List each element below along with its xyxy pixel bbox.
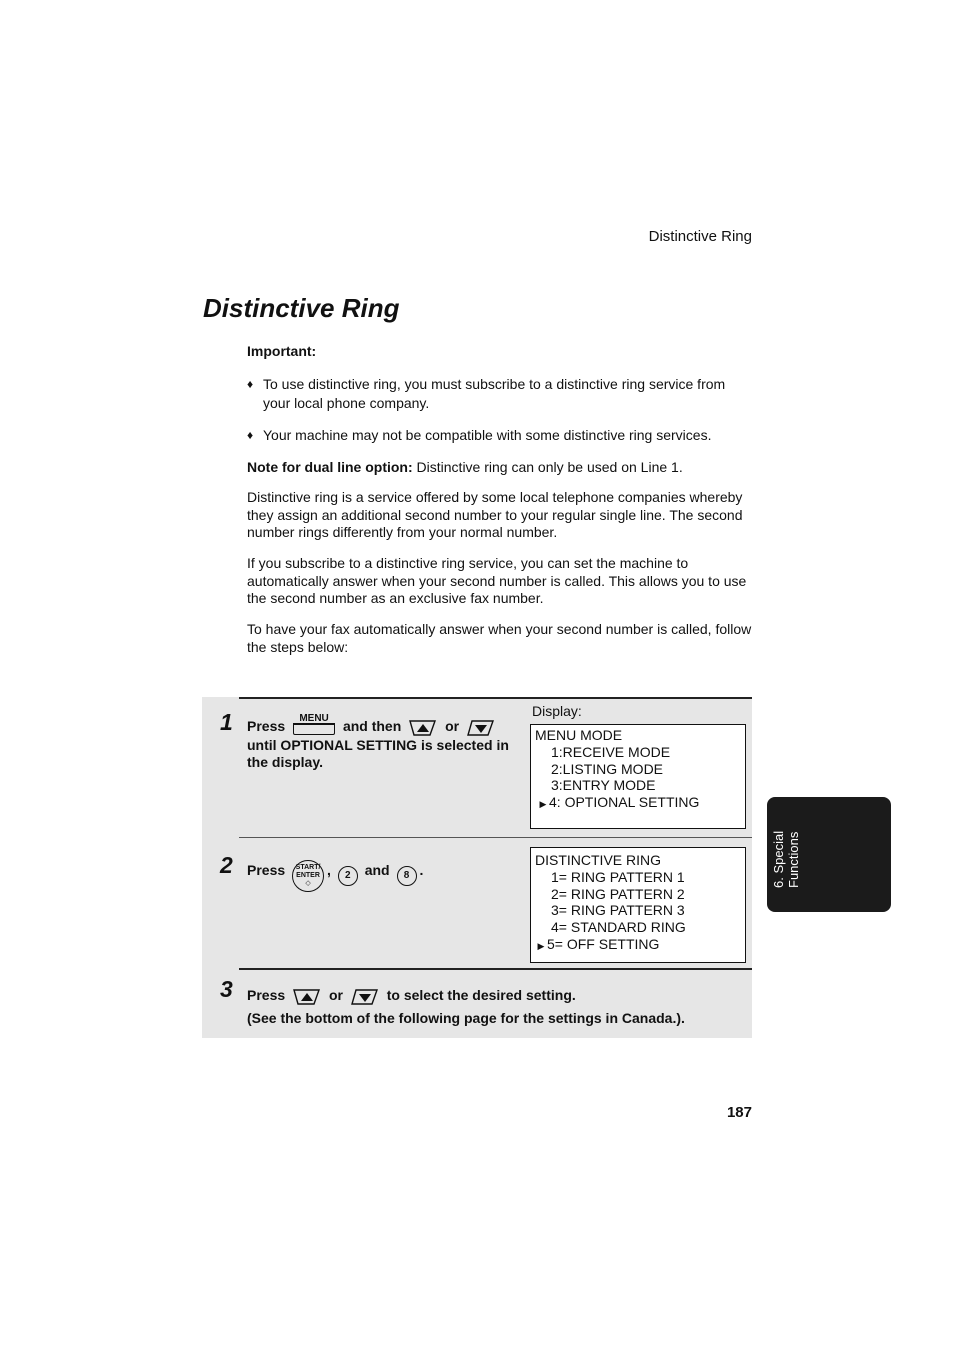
diamond-bullet-icon: ♦ [247, 377, 254, 391]
paragraph: Distinctive ring is a service offered by some local telephone companies whereby they assign an additional second number to your regular single line. The second number rings differently from your normal number. [247, 489, 743, 540]
menu-key-icon [293, 713, 335, 735]
lcd-row: 3= RING PATTERN 3 [551, 902, 685, 919]
period: . [419, 862, 424, 878]
lcd-row: 1:RECEIVE MODE [551, 743, 671, 760]
step-divider [239, 697, 752, 699]
important-label: Important: [247, 343, 317, 359]
or-word: or [445, 718, 460, 734]
down-arrow-key-icon [466, 719, 496, 737]
note-text: Distinctive ring can only be used on Line 1. [412, 459, 683, 475]
or-word: or [328, 987, 343, 1003]
lcd-row: 4= STANDARD RING [551, 919, 686, 936]
and-then-word: and then [342, 718, 402, 734]
bullet-text: To use distinctive ring, you must subscribe to a distinctive ring service from your local phone company. [263, 376, 726, 411]
press-word: Press [247, 718, 286, 734]
lcd-title: DISTINCTIVE RING [535, 852, 662, 868]
step-number: 3 [220, 976, 233, 1002]
bullet-item [247, 426, 752, 445]
note-label: Note for dual line option: [247, 459, 413, 475]
lcd-row: 2= RING PATTERN 2 [551, 885, 685, 902]
comma: , [327, 862, 331, 878]
display-label: Display: [532, 703, 582, 719]
lcd-title: MENU MODE [535, 727, 623, 743]
press-word: Press [247, 862, 286, 878]
down-arrow-key-icon [350, 988, 380, 1006]
running-header: Distinctive Ring [648, 228, 752, 245]
lcd-row: 2:LISTING MODE [551, 760, 664, 777]
press-word: Press [247, 987, 286, 1003]
bullet-item [247, 375, 752, 413]
step-number: 1 [220, 709, 233, 735]
lcd-display-distinctive-ring [530, 847, 746, 963]
step-1-rest: until OPTIONAL SETTING is selected in the display. [247, 737, 509, 770]
chapter-tab-line2: Functions [786, 831, 801, 888]
chapter-tab-line1: 6. Special [771, 830, 786, 888]
lcd-row-selected [535, 936, 741, 955]
key-2-icon: 2 [338, 866, 358, 886]
chapter-tab [767, 797, 891, 912]
lcd-selected-text: 4: OPTIONAL SETTING [549, 794, 700, 811]
lcd-row: 1= RING PATTERN 1 [551, 868, 685, 885]
enter-key-label: ENTER [296, 872, 320, 879]
paragraph: If you subscribe to a distinctive ring service, you can set the machine to automatically answer when your second number is called. This allows you to use the second number as an exclusive fax number. [247, 555, 747, 606]
pointer-icon: ▶ [537, 940, 545, 951]
key-8-icon: 8 [397, 866, 417, 886]
step-1-text [247, 713, 522, 771]
page-title: Distinctive Ring [203, 293, 400, 323]
chapter-tab-label [771, 808, 801, 888]
paragraph: To have your fax automatically answer when your second number is called, follow the steps below: [247, 621, 752, 655]
bullet-text: Your machine may not be compatible with some distinctive ring services. [263, 427, 712, 443]
step-divider [239, 968, 752, 970]
pointer-icon: ▶ [539, 799, 547, 810]
lcd-display-menu-mode [530, 724, 746, 829]
step-number: 2 [220, 852, 233, 878]
step-3-rest: to select the desired setting. [386, 987, 576, 1003]
lcd-selected-text: 5= OFF SETTING [547, 935, 660, 952]
step-3-text [247, 984, 747, 1030]
menu-key-label: MENU [299, 713, 329, 724]
start-key-label: START/ [295, 864, 321, 871]
step-2-text [247, 860, 522, 892]
step-3-canada-note: (See the bottom of the following page for the settings in Canada.). [247, 1010, 685, 1026]
lcd-row-selected [535, 794, 741, 813]
diamond-bullet-icon: ♦ [247, 428, 254, 442]
and-word: and [364, 862, 390, 878]
up-arrow-key-icon [408, 719, 438, 737]
lcd-row: 3:ENTRY MODE [551, 777, 656, 794]
up-arrow-key-icon [292, 988, 322, 1006]
start-enter-key-icon: START/ ENTER ◇ [292, 860, 324, 892]
dual-line-note [247, 459, 752, 477]
page-number: 187 [726, 1104, 752, 1121]
step-divider [239, 837, 752, 838]
